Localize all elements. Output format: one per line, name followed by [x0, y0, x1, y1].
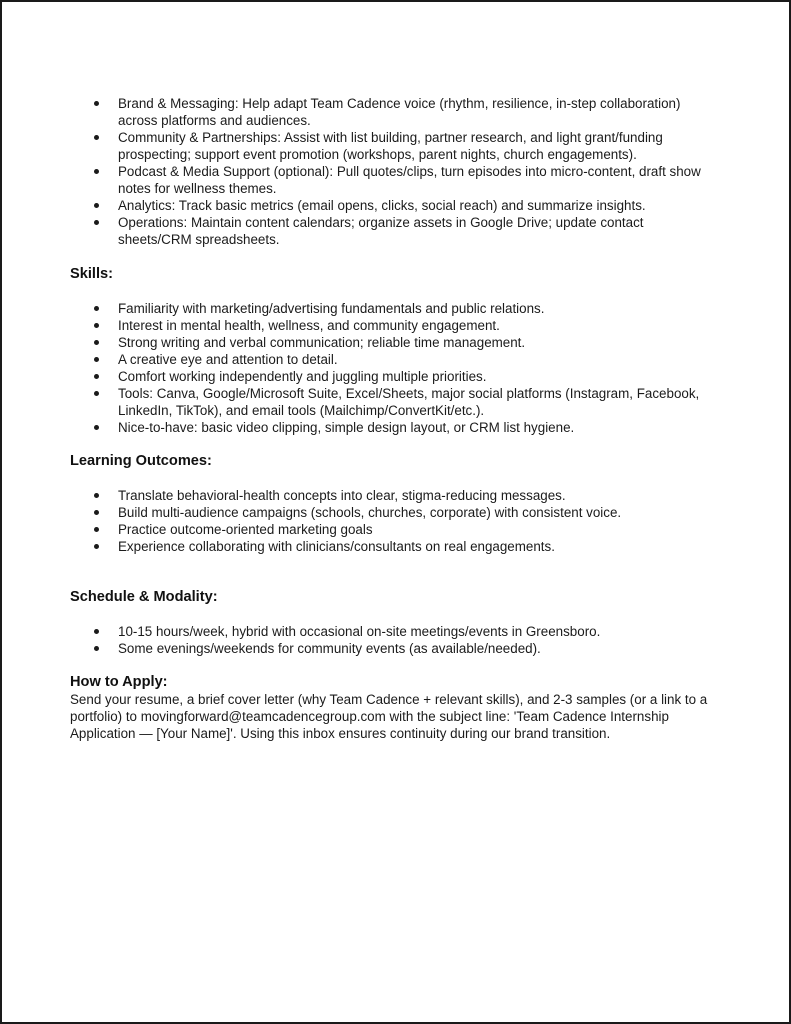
bullet-icon	[94, 357, 99, 362]
list-item	[70, 504, 720, 521]
schedule-heading: Schedule & Modality:	[70, 589, 218, 605]
list-item	[70, 640, 720, 657]
bullet-icon	[94, 374, 99, 379]
bullet-icon	[94, 527, 99, 532]
list-item	[70, 368, 720, 385]
bullet-icon	[94, 493, 99, 498]
list-item-text: Practice outcome-oriented marketing goals	[118, 522, 373, 537]
bullet-icon	[94, 135, 99, 140]
list-item-text: Some evenings/weekends for community events (as available/needed).	[118, 641, 541, 656]
document-content	[70, 95, 720, 742]
list-item-text: Nice-to-have: basic video clipping, simple design layout, or CRM list hygiene.	[118, 420, 575, 435]
list-item-text: Tools: Canva, Google/Microsoft Suite, Excel/Sheets, major social platforms (Instagram, Facebook, LinkedIn, TikTok), and email tools (Mailchimp/ConvertKit/etc.).	[118, 386, 700, 418]
list-item	[70, 538, 720, 555]
list-item	[70, 385, 720, 419]
schedule-list	[70, 623, 720, 657]
list-item-text: Build multi-audience campaigns (schools, churches, corporate) with consistent voice.	[118, 505, 622, 520]
list-item	[70, 521, 720, 538]
list-item-text: Interest in mental health, wellness, and community engagement.	[118, 318, 500, 333]
spacer	[70, 470, 720, 487]
bullet-icon	[94, 169, 99, 174]
bullet-icon	[94, 425, 99, 430]
bullet-icon	[94, 646, 99, 651]
bullet-icon	[94, 629, 99, 634]
bullet-icon	[94, 101, 99, 106]
list-item-text: Translate behavioral-health concepts into clear, stigma-reducing messages.	[118, 488, 566, 503]
list-item-text: Familiarity with marketing/advertising fundamentals and public relations.	[118, 301, 545, 316]
list-item	[70, 623, 720, 640]
how-to-apply-heading: How to Apply:	[70, 674, 168, 690]
list-item-text: A creative eye and attention to detail.	[118, 352, 338, 367]
list-item-text: Strong writing and verbal communication; reliable time management.	[118, 335, 526, 350]
bullet-icon	[94, 323, 99, 328]
bullet-icon	[94, 340, 99, 345]
list-item	[70, 95, 720, 129]
list-item	[70, 487, 720, 504]
spacer	[70, 283, 720, 300]
list-item-text: Operations: Maintain content calendars; organize assets in Google Drive; update contact sheets/CRM spreadsheets.	[118, 215, 644, 247]
list-item-text: 10-15 hours/week, hybrid with occasional on-site meetings/events in Greensboro.	[118, 624, 601, 639]
list-item-text: Podcast & Media Support (optional): Pull quotes/clips, turn episodes into micro-content, draft show notes for wellness themes.	[118, 164, 701, 196]
bullet-icon	[94, 391, 99, 396]
list-item-text: Brand & Messaging: Help adapt Team Cadence voice (rhythm, resilience, in-step collaboration) across platforms and audiences.	[118, 96, 681, 128]
how-to-apply-body: Send your resume, a brief cover letter (why Team Cadence + relevant skills), and 2-3 samples (or a link to a portfolio) to movingforward@teamcadencegroup.com with the subject line: 'Team Cadence Internship Application — [Your Name]'. Using this inbox ensures continuity during our brand transition.	[70, 692, 708, 741]
learning-outcomes-heading: Learning Outcomes:	[70, 453, 212, 469]
list-item	[70, 300, 720, 317]
skills-list	[70, 300, 720, 436]
bullet-icon	[94, 203, 99, 208]
skills-heading: Skills:	[70, 266, 113, 282]
list-item-text: Comfort working independently and juggling multiple priorities.	[118, 369, 487, 384]
list-item	[70, 197, 720, 214]
list-item	[70, 317, 720, 334]
list-item-text: Experience collaborating with clinicians/consultants on real engagements.	[118, 539, 555, 554]
bullet-icon	[94, 510, 99, 515]
list-item	[70, 129, 720, 163]
list-item	[70, 419, 720, 436]
list-item	[70, 334, 720, 351]
list-item	[70, 351, 720, 368]
list-item	[70, 214, 720, 248]
bullet-icon	[94, 306, 99, 311]
bullet-icon	[94, 544, 99, 549]
list-item-text: Analytics: Track basic metrics (email opens, clicks, social reach) and summarize insights.	[118, 198, 646, 213]
bullet-icon	[94, 220, 99, 225]
spacer	[70, 606, 720, 623]
list-item-text: Community & Partnerships: Assist with list building, partner research, and light grant/funding prospecting; support event promotion (workshops, parent nights, church engagements).	[118, 130, 663, 162]
learning-outcomes-list	[70, 487, 720, 555]
responsibilities-list	[70, 95, 720, 248]
list-item	[70, 163, 720, 197]
